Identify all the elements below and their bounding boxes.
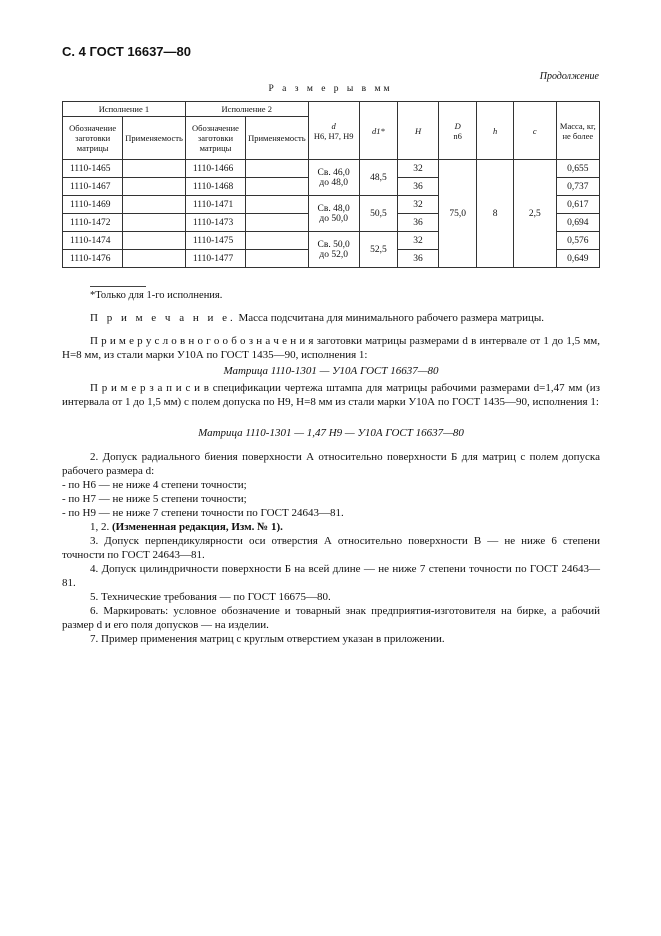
header-designation-1: Обозначение заготовки матрицы [63,117,123,160]
cell-d-range: Св. 50,0 до 52,0 [308,232,359,268]
cell-d1: 50,5 [359,196,398,232]
table-caption: Р а з м е р ы в мм [268,84,393,94]
cell-H: 36 [398,250,439,268]
header-D: D n6 [438,102,477,160]
cell-e2: 1110-1468 [185,178,245,196]
item-5: 5. Технические требования — по ГОСТ 16675—80. [90,591,331,603]
dimensions-table [62,101,600,268]
cell-app2 [246,214,309,232]
item-4: 4. Допуск цилиндричности поверхности Б на всей длине — не ниже 7 степени точности по ГОСТ 24643—81. [62,563,600,589]
cell-mass: 0,576 [556,232,599,250]
cell-H: 32 [398,196,439,214]
header-designation-2: Обозначение заготовки матрицы [185,117,245,160]
header-c: c [513,102,556,160]
cell-app1 [123,250,186,268]
cell-e1: 1110-1465 [63,160,123,178]
cell-mass: 0,617 [556,196,599,214]
item-3: 3. Допуск перпендикулярности оси отверстия А относительно поверхности В — не ниже 6 степени точности по ГОСТ 24643—81. [62,535,600,561]
cell-mass: 0,649 [556,250,599,268]
cell-D: 75,0 [438,160,477,268]
header-h: h [477,102,514,160]
table-row [63,160,600,178]
cell-app1 [123,232,186,250]
header-applicability-1: Применяемость [123,117,186,160]
cell-app1 [123,160,186,178]
note-paragraph: П р и м е ч а н и е. Масса подсчитана для минимального рабочего размера матрицы. [90,312,545,324]
cell-d-range: Св. 46,0 до 48,0 [308,160,359,196]
item-2-h6: - по Н6 — не ниже 4 степени точности; [62,479,247,491]
cell-d1: 52,5 [359,232,398,268]
cell-e2: 1110-1477 [185,250,245,268]
item-1-2-amendment: 1, 2. (Измененная редакция, Изм. № 1). [90,521,283,533]
item-7: 7. Пример применения матриц с круглым отверстием указан в приложении. [90,633,445,645]
example2-formula: Матрица 1110-1301 — 1,47 Н9 — У10А ГОСТ 16637—80 [198,427,464,439]
cell-e1: 1110-1474 [63,232,123,250]
example2-paragraph: П р и м е р з а п и с и в спецификации чертежа штампа для матрицы рабочими размерами d=1,47 мм (из интервала от 1 до 1,5 мм) с полем допуска по Н9, H=8 мм из стали марки У10А по ГОСТ 1435—90, исполнения 1: [62,382,600,408]
cell-e2: 1110-1473 [185,214,245,232]
item-2-h7: - по Н7 — не ниже 5 степени точности; [62,493,247,505]
header-d: d Н6, Н7, Н9 [308,102,359,160]
cell-app2 [246,232,309,250]
cell-H: 36 [398,178,439,196]
cell-h: 8 [477,160,514,268]
cell-H: 32 [398,232,439,250]
cell-e1: 1110-1467 [63,178,123,196]
header-execution-1: Исполнение 1 [63,102,186,117]
cell-mass: 0,694 [556,214,599,232]
cell-e2: 1110-1466 [185,160,245,178]
cell-c: 2,5 [513,160,556,268]
cell-mass: 0,737 [556,178,599,196]
cell-e1: 1110-1472 [63,214,123,232]
continuation-label: Продолжение [539,71,599,82]
cell-app2 [246,250,309,268]
page-header: С. 4 ГОСТ 16637—80 [62,44,191,59]
cell-mass: 0,655 [556,160,599,178]
cell-e1: 1110-1476 [63,250,123,268]
header-mass: Масса, кг, не более [556,102,599,160]
cell-app2 [246,196,309,214]
requirements [62,450,600,646]
item-6: 6. Маркировать: условное обозначение и товарный знак предприятия-изготовителя на бирке, а рабочий размер d и его поля допусков — на изделии. [62,605,600,631]
header-applicability-2: Применяемость [246,117,309,160]
cell-app1 [123,196,186,214]
cell-app1 [123,178,186,196]
footnote: *Только для 1-го исполнения. [90,290,223,301]
cell-e2: 1110-1475 [185,232,245,250]
cell-d1: 48,5 [359,160,398,196]
cell-H: 36 [398,214,439,232]
item-2-h9: - по Н9 — не ниже 7 степени точности по ГОСТ 24643—81. [62,507,344,519]
example1-paragraph: П р и м е р у с л о в н о г о о б о з н а ч е н и я заготовки матрицы размерами d в интервале от 1 до 1,5 мм, H=8 мм, из стали марки У10А по ГОСТ 1435—90, исполнения 1: [62,335,600,361]
header-H: H [398,102,439,160]
cell-app2 [246,160,309,178]
cell-H: 32 [398,160,439,178]
cell-e1: 1110-1469 [63,196,123,214]
cell-e2: 1110-1471 [185,196,245,214]
header-execution-2: Исполнение 2 [185,102,308,117]
header-d1: d1* [359,102,398,160]
example1-formula: Матрица 1110-1301 — У10А ГОСТ 16637—80 [223,365,439,377]
cell-d-range: Св. 48,0 до 50,0 [308,196,359,232]
cell-app2 [246,178,309,196]
cell-app1 [123,214,186,232]
footnote-rule [90,286,146,287]
item-2: 2. Допуск радиального биения поверхности А относительно поверхности Б для матриц с полем допуска рабочего размера d: [62,451,600,477]
